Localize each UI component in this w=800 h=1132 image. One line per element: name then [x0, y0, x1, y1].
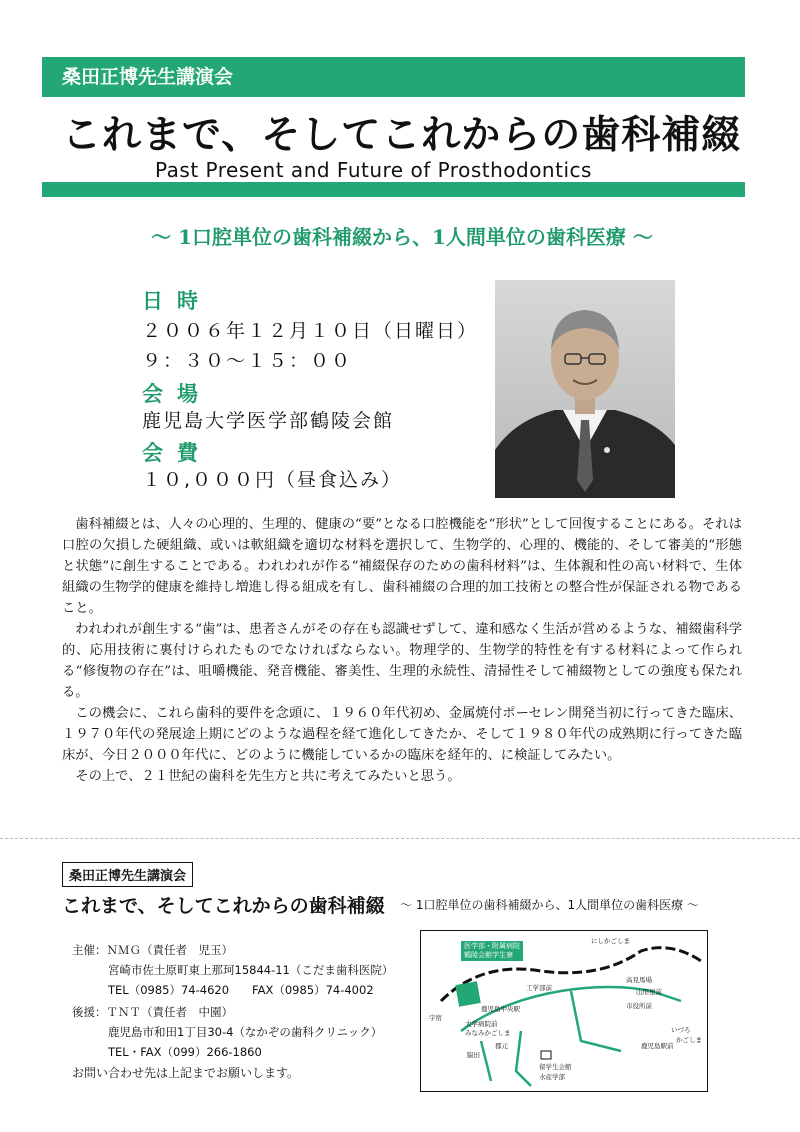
host-line: 主催：ＮＭＧ（責任者 児玉）	[72, 943, 233, 957]
sponsor-phone: TEL・FAX（099）266-1860	[108, 1045, 262, 1059]
map-label: みなみかごしま	[465, 1029, 511, 1037]
map-label: いづろ	[671, 1026, 691, 1034]
portrait-illustration	[495, 280, 675, 498]
body-text	[62, 514, 742, 787]
map-label: にしかごしま	[591, 937, 630, 945]
map-label: 大学病院前	[465, 1020, 498, 1028]
fee-label: 会費	[142, 441, 212, 465]
map-label: 脇田	[467, 1051, 480, 1059]
map-label: 宇宿	[429, 1014, 442, 1022]
map-label: 水産学部	[539, 1073, 565, 1081]
cut-line	[0, 838, 800, 839]
map-label: 山形屋前	[636, 988, 662, 996]
venue-value: 鹿児島大学医学部鶴陵会館	[142, 410, 395, 432]
fee-value: １０,０００円（昼食込み）	[142, 469, 403, 491]
time-value: ９：３０～１５：００	[142, 350, 353, 372]
main-title: これまで、そしてこれからの歯科補綴	[62, 113, 742, 158]
map-venue-box: 医学部・附属病院 鶴陵会館学生寮	[461, 941, 523, 961]
host-phone: TEL（0985）74-4620 FAX（0985）74-4002	[108, 983, 374, 997]
date-value: ２００６年１２月１０日（日曜日）	[142, 320, 479, 342]
sponsor-line: 後援：ＴＮＴ（責任者 中園）	[72, 1005, 233, 1019]
body-paragraph-2: われわれが創生する“歯”は、患者さんがその存在も認識せずして、違和感なく生活が営めるような、補綴歯科学的、応用技術に裏付けられたものでなければならない。物理学的、生物学的特性を有する材料によって作られる“修復物の存在”は、咀嚼機能、発音機能、審美性、生理的永続性、清掃性そして補綴物としての強度も保たれる。	[62, 622, 742, 700]
venue-map	[420, 930, 708, 1092]
map-label: 工学部前	[526, 984, 552, 992]
footer-series-tag: 桑田正博先生講演会	[62, 862, 193, 887]
host-address: 宮崎市佐土原町東上那珂15844-11（こだま歯科医院）	[108, 963, 394, 977]
footer-subtitle: ～ 1口腔単位の歯科補綴から、1人間単位の歯科医療 ～	[400, 898, 699, 912]
lecture-series-title: 桑田正博先生講演会	[62, 66, 234, 88]
inquiry-note: お問い合わせ先は上記までお願いします。	[72, 1066, 300, 1080]
subtitle: ～ 1口腔単位の歯科補綴から、1人間単位の歯科医療 ～	[151, 225, 653, 249]
footer-title: これまで、そしてこれからの歯科補綴	[62, 895, 385, 917]
body-paragraph-1: 歯科補綴とは、人々の心理的、生理的、健康の“要”となる口腔機能を“形状”として回復することにある。それは口腔の欠損した硬組織、或いは軟組織を適切な材料を選択して、生物学的、心理的、機能的、そして審美的“形態と状態”に創生することである。われわれが作る“補綴保存のための歯科材料”は、生体親和性の高い材料で、生体組織の生物学的健康を維持し増進し得る組成を有し、歯科補綴の合理的加工技術との整合性が保証される物であること。	[62, 517, 742, 616]
map-label: 留学生会館	[539, 1063, 572, 1071]
map-label: 市役所前	[626, 1002, 652, 1010]
sponsor-address: 鹿児島市和田1丁目30-4（なかぞの歯科クリニック）	[108, 1025, 383, 1039]
body-paragraph-4: その上で、２１世紀の歯科を先生方と共に考えてみたいと思う。	[75, 769, 461, 784]
speaker-portrait	[495, 280, 675, 498]
english-title: Past Present and Future of Prosthodontics	[155, 158, 592, 182]
map-label: 鹿児島中央駅	[481, 1005, 520, 1013]
map-label: 鹿児島駅前	[641, 1042, 674, 1050]
venue-label: 会場	[142, 382, 212, 406]
map-label: 郡元	[495, 1042, 508, 1050]
body-paragraph-3: この機会に、これら歯科的要件を念頭に、１９６０年代初め、金属焼付ポーセレン開発当初に行ってきた臨床、１９７０年代の発展途上期にどのような過程を経て進化してきたか、そして１９８０年代の成熟期に行ってきた臨床が、今日２０００年代に、どのように機能しているかの臨床を経年的、に検証してみたい。	[62, 706, 742, 763]
map-label: 高見馬場	[626, 976, 652, 984]
date-label: 日時	[142, 289, 212, 313]
map-label: かごしま	[676, 1036, 702, 1044]
